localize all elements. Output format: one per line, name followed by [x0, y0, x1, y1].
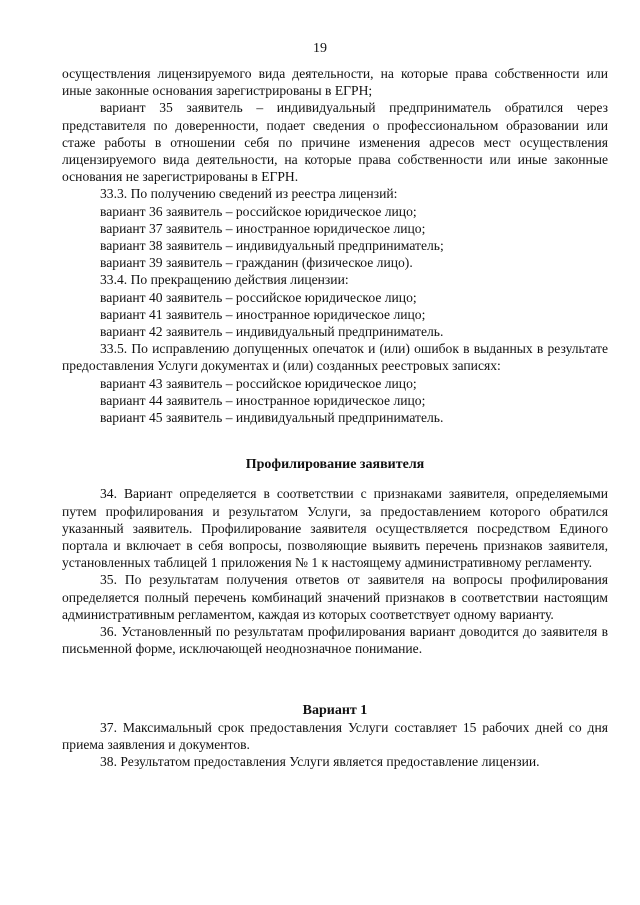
list-item: вариант 36 заявитель – российское юридическое лицо; [100, 203, 417, 219]
list-item: вариант 43 заявитель – российское юридическое лицо; [100, 375, 417, 391]
paragraph-34: 34. Вариант определяется в соответствии с признаками заявителя, определяемыми путем профилирования и результатом Услуги, за предоставлением которого обратился указанный заявитель. Профилирование заявителя осуществляется посредством Единого портала и включает в себя вопросы, позволяющие выявить перечень признаков заявителя, установленных таблицей 1 приложения № 1 к настоящему административному регламенту. [62, 486, 608, 571]
heading-profiling: Профилирование заявителя [245, 457, 425, 473]
list-item: вариант 44 заявитель – иностранное юридическое лицо; [100, 392, 426, 408]
heading-variant-1: Вариант 1 [302, 702, 368, 718]
list-item: вариант 41 заявитель – иностранное юридическое лицо; [100, 306, 426, 322]
paragraph-38: 38. Результатом предоставления Услуги является предоставление лицензии. [100, 754, 540, 770]
paragraph-variant-35: вариант 35 заявитель – индивидуальный предприниматель обратился через представителя по доверенности, подает сведения о профессиональном образовании или стаже работы в отношении себя по причине изменения адресов мест осуществления лицензируемого вида деятельности, на которые права собственности или иные законные основания не зарегистрированы в ЕГРН. [62, 100, 608, 185]
paragraph-continuation: осуществления лицензируемого вида деятельности, на которые права собственности или иные законные основания зарегистрированы в ЕГРН; [62, 66, 608, 99]
list-item: вариант 37 заявитель – иностранное юридическое лицо; [100, 220, 426, 236]
paragraph-37: 37. Максимальный срок предоставления Услуги составляет 15 рабочих дней со дня приема заявления и документов. [62, 719, 608, 752]
list-item: вариант 39 заявитель – гражданин (физическое лицо). [100, 255, 413, 271]
page-body [62, 65, 608, 770]
paragraph-36: 36. Установленный по результатам профилирования вариант доводится до заявителя в письменной форме, исключающей неоднозначное понимание. [62, 624, 608, 657]
paragraph-35: 35. По результатам получения ответов от заявителя на вопросы профилирования определяется полный перечень комбинаций значений признаков в соответствии настоящим административным регламентом, каждая из которых соответствует одному варианту. [62, 572, 608, 622]
section-33-5-title: 33.5. По исправлению допущенных опечаток и (или) ошибок в выданных в результате предоставления Услуги документах и (или) созданных реестровых записях: [62, 341, 608, 374]
list-item: вариант 45 заявитель – индивидуальный предприниматель. [100, 410, 444, 426]
section-33-4-title: 33.4. По прекращению действия лицензии: [100, 272, 349, 288]
section-33-3-title: 33.3. По получению сведений из реестра лицензий: [100, 186, 398, 202]
list-item: вариант 38 заявитель – индивидуальный предприниматель; [100, 238, 444, 254]
list-item: вариант 40 заявитель – российское юридическое лицо; [100, 289, 417, 305]
page-number: 19 [313, 41, 327, 56]
list-item: вариант 42 заявитель – индивидуальный предприниматель. [100, 324, 444, 340]
